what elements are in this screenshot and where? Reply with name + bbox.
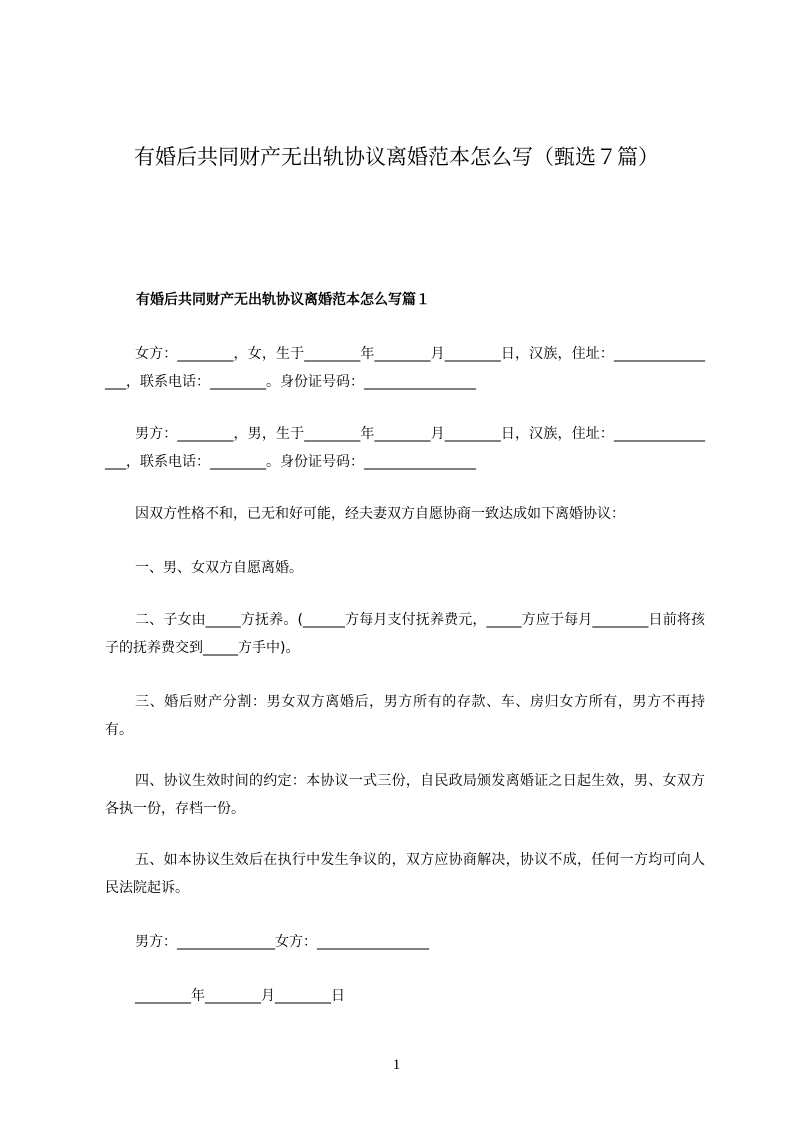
paragraph-clause-3: 三、婚后财产分割：男女双方离婚后，男方所有的存款、车、房归女方所有，男方不再持有。 <box>105 694 705 738</box>
paragraph-clause-1: 一、男、女双方自愿离婚。 <box>135 560 303 576</box>
page-number: 1 <box>392 1057 401 1073</box>
paragraph-wife-info: 女方：________，女，生于________年________月________日，汉族，住址：________________，联系电话：________。身份证号码：________________ <box>105 346 705 390</box>
page-title: 有婚后共同财产无出轨协议离婚范本怎么写（甄选７篇） <box>134 145 659 169</box>
date-line: ________年________月________日 <box>135 988 345 1004</box>
paragraph-husband-info: 男方：________，男，生于________年________月________日，汉族，住址：________________，联系电话：________。身份证号码：________________ <box>105 426 705 470</box>
paragraph-clause-4: 四、协议生效时间的约定：本协议一式三份，自民政局颁发离婚证之日起生效，男、女双方各执一份，存档一份。 <box>105 773 705 817</box>
section-heading: 有婚后共同财产无出轨协议离婚范本怎么写篇１ <box>136 292 430 308</box>
paragraph-clause-5: 五、如本协议生效后在执行中发生争议的，双方应协商解决，协议不成，任何一方均可向人民法院起诉。 <box>105 852 705 896</box>
paragraph-agreement-intro: 因双方性格不和，已无和好可能，经夫妻双方自愿协商一致达成如下离婚协议： <box>135 506 625 522</box>
signature-line: 男方：______________女方：________________ <box>135 934 429 950</box>
paragraph-clause-2: 二、子女由_____方抚养。(______方每月支付抚养费元，_____方应于每月________日前将孩子的抚养费交到_____方手中)。 <box>105 612 705 656</box>
